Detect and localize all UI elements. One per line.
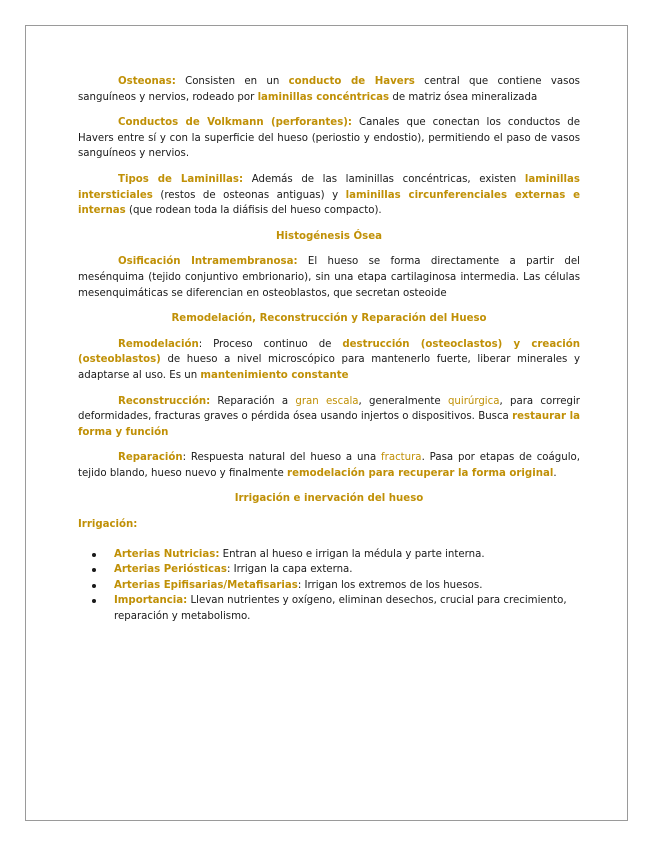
text: (restos de osteonas antiguas) y: [152, 189, 346, 201]
term-destruccion-creacion: destrucción (osteoclastos) y creación (osteoblastos): [78, 338, 581, 366]
list-item: [114, 562, 580, 578]
term-remodelacion: Remodelación: [118, 338, 199, 350]
text: , generalmente: [358, 395, 448, 407]
heading-histogenesis: Histogénesis Ósea: [276, 230, 382, 242]
term-osificacion: Osificación Intramembranosa:: [118, 256, 298, 268]
irrigation-list: [78, 547, 580, 625]
term-osteonas: Osteonas:: [118, 76, 176, 87]
paragraph-laminillas: [78, 172, 580, 219]
text: de matriz ósea mineralizada: [389, 91, 538, 103]
term-reparacion: Reparación: [118, 452, 183, 464]
heading-irrigacion: Irrigación e inervación del hueso: [234, 493, 424, 505]
list-item-text: Llevan nutrientes y oxígeno, eliminan desechos, crucial para crecimiento, reparación y metabolismo.: [114, 595, 567, 623]
term-laminillas-circunferenciales: laminillas circunferenciales externas e internas: [78, 189, 580, 217]
text: central que contiene vasos sanguíneos y nervios, rodeado por: [78, 76, 580, 103]
text: de hueso a nivel microscópico para mantenerlo fuerte, liberar minerales y adaptarse al uso. Es un: [78, 354, 580, 381]
list-item-text: : Irrigan los extremos de los huesos.: [297, 579, 483, 591]
list-item: [114, 593, 580, 624]
list-item: [114, 578, 580, 594]
paragraph-osteonas: [78, 74, 580, 105]
term-laminillas-intersticiales: laminillas intersticiales: [78, 173, 580, 201]
text: , para corregir deformidades, fracturas graves o pérdida ósea usando injertos o dispositivos. Busca: [78, 395, 580, 423]
term-reconstruccion: Reconstrucción:: [118, 395, 211, 407]
text: (que rodean toda la diáfisis del hueso compacto).: [125, 205, 382, 217]
term-restaurar: restaurar la forma y función: [78, 411, 580, 438]
text: El hueso se forma directamente a partir del mesénquima (tejido conjuntivo embrionario), sin una etapa cartilaginosa intermedia. Las células mesenquimáticas se diferencian en osteoblastos, que secretan osteoide: [78, 256, 580, 299]
text: Consisten en un: [175, 76, 289, 87]
term-conducto-havers: conducto de Havers: [288, 76, 415, 87]
list-item-label: Importancia:: [114, 595, 188, 607]
term-gran-escala: gran escala: [295, 395, 359, 407]
document-page: [25, 25, 628, 821]
list-item-label: Arterias Epifisarias/Metafisarias: [114, 579, 298, 591]
text: : Proceso continuo de: [198, 338, 343, 350]
list-item-text: Entran al hueso e irrigan la médula y parte interna.: [219, 548, 485, 560]
text: : Respuesta natural del hueso a una: [182, 452, 382, 464]
paragraph-reconstruccion: [78, 394, 580, 441]
term-tipos-laminillas: Tipos de Laminillas:: [118, 173, 244, 185]
heading-remodelacion: Remodelación, Reconstrucción y Reparación del Hueso: [171, 313, 487, 325]
term-laminillas-concentricas: laminillas concéntricas: [257, 91, 390, 103]
text: Canales que conectan los conductos de Havers entre sí y con la superficie del hueso (periostio y endostio), permitiendo el paso de vasos sanguíneos y nervios.: [78, 117, 580, 160]
list-item-text: : Irrigan la capa externa.: [226, 564, 353, 576]
text: Además de las laminillas concéntricas, existen: [243, 173, 525, 185]
term-quirurgica: quirúrgica: [447, 395, 500, 407]
term-fractura: fractura: [381, 452, 422, 464]
subheading-irrigacion: Irrigación:: [78, 519, 138, 531]
term-remodelacion-recuperar: remodelación para recuperar la forma original: [287, 467, 554, 479]
paragraph-volkmann: [78, 115, 580, 162]
list-item-label: Arterias Nutricias:: [114, 548, 220, 560]
paragraph-osificacion: [78, 254, 580, 301]
text: Reparación a: [210, 395, 296, 407]
text: . Pasa por etapas de coágulo, tejido blando, hueso nuevo y finalmente: [78, 452, 580, 479]
paragraph-reparacion: [78, 450, 580, 481]
list-item: [114, 547, 580, 563]
paragraph-remodelacion: [78, 337, 580, 384]
document-content: [78, 74, 580, 625]
term-volkmann: Conductos de Volkmann (perforantes):: [118, 117, 353, 129]
term-mantenimiento: mantenimiento constante: [200, 369, 349, 381]
text: .: [553, 467, 557, 479]
list-item-label: Arterias Periósticas: [114, 564, 227, 576]
